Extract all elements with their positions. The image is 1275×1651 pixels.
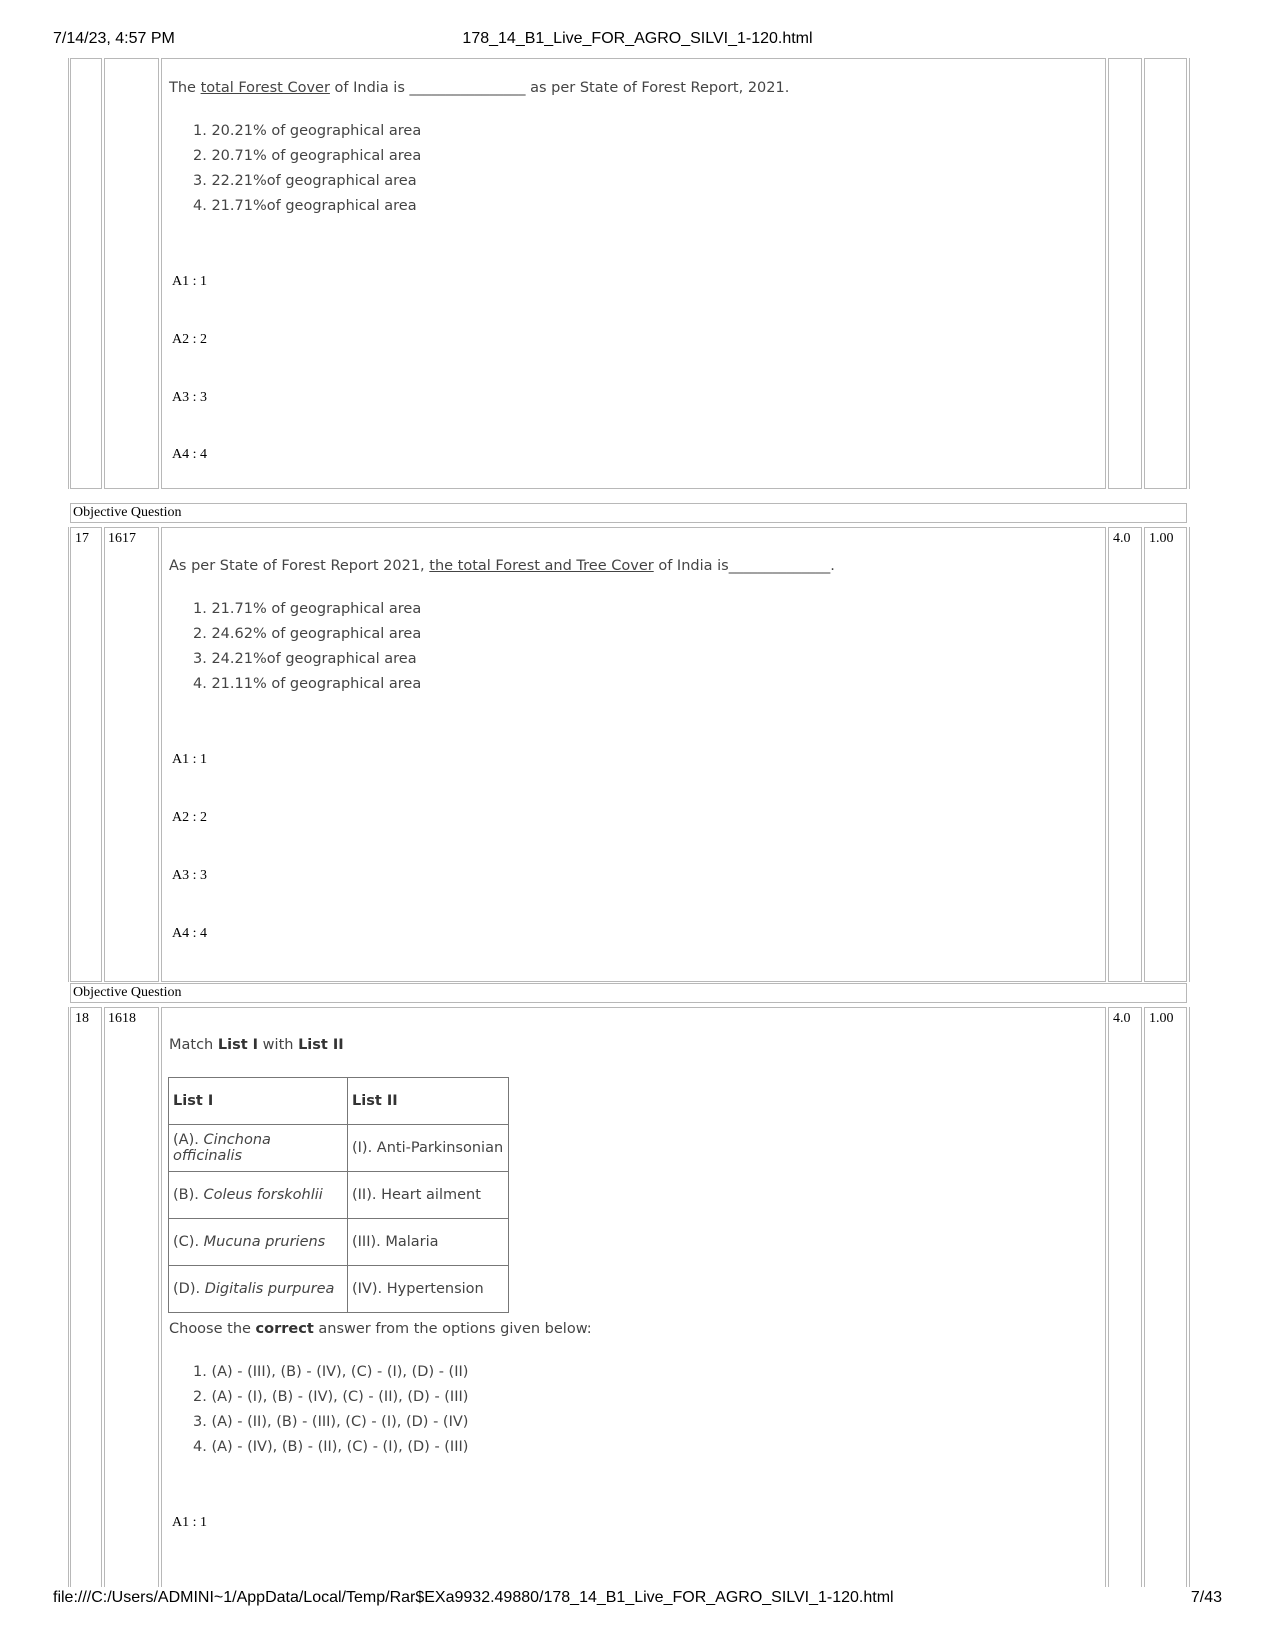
question-16-text: The total Forest Cover of India is ________________ as per State of Forest Report, 2021. xyxy=(169,80,790,96)
question-id: 1617 xyxy=(108,531,136,546)
answer-a2: A2 : 2 xyxy=(172,332,207,347)
match-table xyxy=(168,1077,509,1313)
serial-number: 18 xyxy=(75,1011,89,1026)
question-id: 1618 xyxy=(108,1011,136,1026)
question-18-intro: Match List I with List II xyxy=(169,1037,344,1053)
answer-a4: A4 : 4 xyxy=(172,447,207,462)
marks: 4.0 xyxy=(1113,1011,1131,1026)
section-header xyxy=(70,983,1187,1003)
question-17-text: As per State of Forest Report 2021, the total Forest and Tree Cover of India is______________. xyxy=(169,558,835,574)
option: 4. (A) - (IV), (B) - (II), (C) - (I), (D) - (III) xyxy=(193,1439,469,1455)
question-18-instruction: Choose the correct answer from the options given below: xyxy=(169,1321,592,1337)
table-row: (A). Cinchona officinalis (I). Anti-Parkinsonian xyxy=(169,1125,509,1172)
serial-number: 17 xyxy=(75,531,89,546)
option: 1. 21.71% of geographical area xyxy=(193,601,422,617)
print-datetime: 7/14/23, 4:57 PM xyxy=(53,30,175,47)
option: 3. 24.21%of geographical area xyxy=(193,651,417,667)
header-list-1: List I xyxy=(169,1078,348,1125)
marks: 4.0 xyxy=(1113,531,1131,546)
option: 3. 22.21%of geographical area xyxy=(193,173,417,189)
question-16-options xyxy=(193,119,421,219)
negative-marks: 1.00 xyxy=(1149,531,1174,546)
answer-a3: A3 : 3 xyxy=(172,390,207,405)
option: 3. (A) - (II), (B) - (III), (C) - (I), (D) - (IV) xyxy=(193,1414,469,1430)
answer-a1: A1 : 1 xyxy=(172,1515,207,1530)
question-17-options xyxy=(193,597,421,697)
page-number: 7/43 xyxy=(1190,1589,1222,1606)
section-label: Objective Question xyxy=(73,505,182,520)
option: 1. 20.21% of geographical area xyxy=(193,123,422,139)
negative-marks: 1.00 xyxy=(1149,1011,1174,1026)
section-label: Objective Question xyxy=(73,985,182,1000)
answer-a1: A1 : 1 xyxy=(172,752,207,767)
answer-a4: A4 : 4 xyxy=(172,926,207,941)
answer-a3: A3 : 3 xyxy=(172,868,207,883)
option: 2. 24.62% of geographical area xyxy=(193,626,422,642)
answer-a1: A1 : 1 xyxy=(172,274,207,289)
table-row: (D). Digitalis purpurea (IV). Hypertension xyxy=(169,1266,509,1313)
section-header xyxy=(70,503,1187,523)
question-18-options xyxy=(193,1360,468,1460)
header-list-2: List II xyxy=(348,1078,509,1125)
table-row: (C). Mucuna pruriens (III). Malaria xyxy=(169,1219,509,1266)
table-row: (B). Coleus forskohlii (II). Heart ailment xyxy=(169,1172,509,1219)
table-header-row xyxy=(169,1078,509,1125)
option: 2. (A) - (I), (B) - (IV), (C) - (II), (D) - (III) xyxy=(193,1389,469,1405)
option: 4. 21.11% of geographical area xyxy=(193,676,422,692)
option: 2. 20.71% of geographical area xyxy=(193,148,422,164)
option: 1. (A) - (III), (B) - (IV), (C) - (I), (D) - (II) xyxy=(193,1364,469,1380)
print-title: 178_14_B1_Live_FOR_AGRO_SILVI_1-120.html xyxy=(462,30,813,47)
option: 4. 21.71%of geographical area xyxy=(193,198,417,214)
answer-a2: A2 : 2 xyxy=(172,810,207,825)
print-file-path: file:///C:/Users/ADMINI~1/AppData/Local/Temp/Rar$EXa9932.49880/178_14_B1_Live_FOR_AGRO_SILVI_1-120.html xyxy=(53,1589,894,1606)
